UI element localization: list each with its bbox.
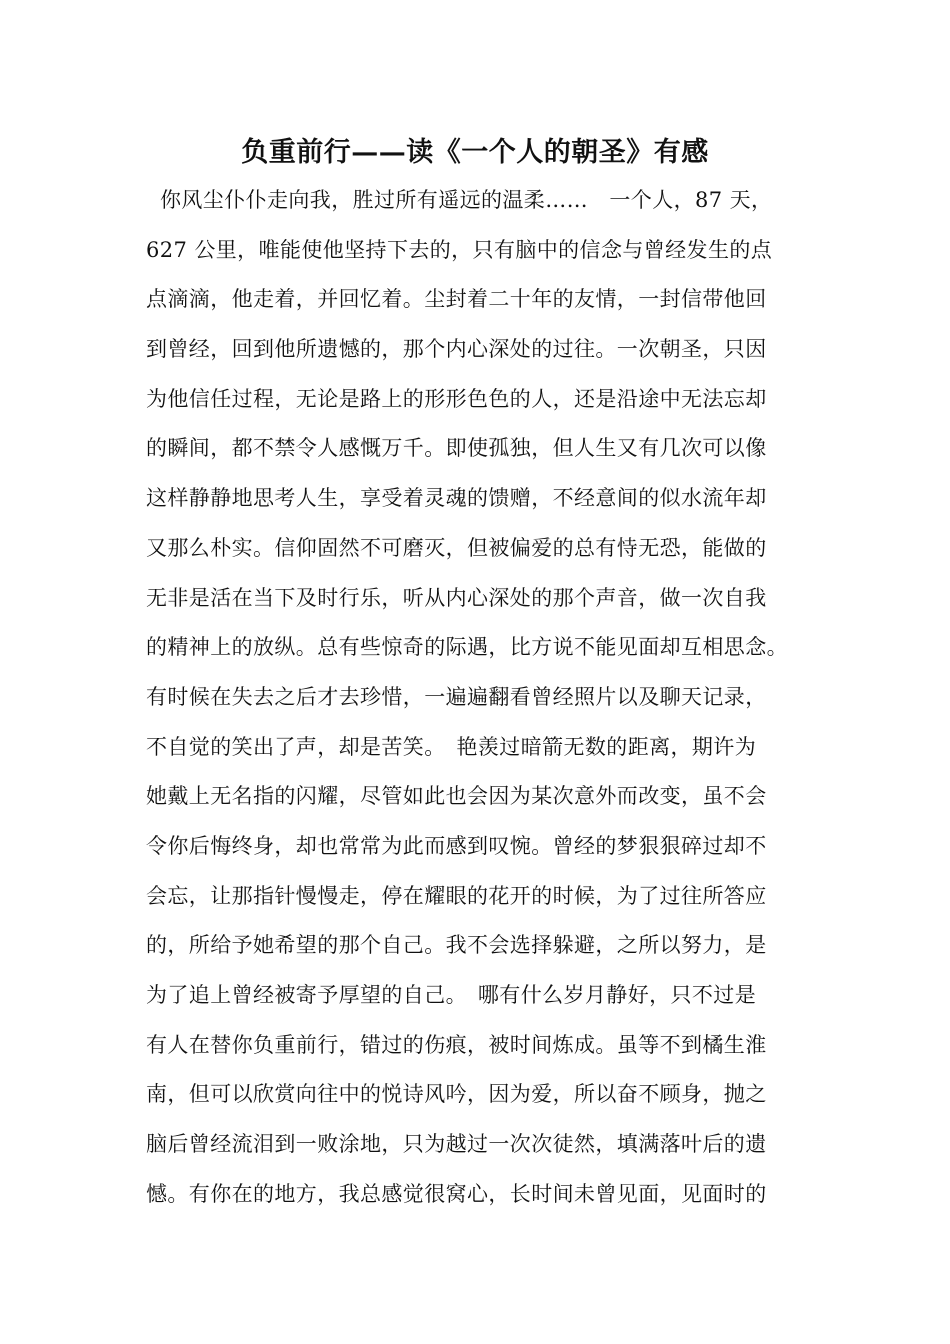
body-line: 有时候在失去之后才去珍惜，一遍遍翻看曾经照片以及聊天记录， (146, 684, 767, 709)
body-line: 南，但可以欣赏向往中的悦诗风吟，因为爱，所以奋不顾身，抛之 (146, 1082, 767, 1107)
body-line: 的瞬间，都不禁令人感慨万千。即使孤独，但人生又有几次可以像 (146, 436, 767, 461)
body-line: 无非是活在当下及时行乐，听从内心深处的那个声音，做一次自我 (146, 585, 767, 610)
body-line: 这样静静地思考人生，享受着灵魂的馈赠，不经意间的似水流年却 (146, 486, 767, 511)
document-body (146, 178, 846, 1221)
body-line: 她戴上无名指的闪耀，尽管如此也会因为某次意外而改变，虽不会 (146, 784, 767, 809)
document-title: 负重前行——读《一个人的朝圣》有感 (241, 137, 709, 168)
body-line: 会忘，让那指针慢慢走，停在耀眼的花开的时候，为了过往所答应 (146, 883, 767, 908)
body-line: 你风尘仆仆走向我，胜过所有遥远的温柔…… 一个人，87 天， (160, 188, 773, 212)
body-line: 的，所给予她希望的那个自己。我不会选择躲避，之所以努力，是 (146, 933, 767, 958)
body-line: 为了追上曾经被寄予厚望的自己。 哪有什么岁月静好，只不过是 (146, 983, 757, 1007)
body-line: 点滴滴，他走着，并回忆着。尘封着二十年的友情，一封信带他回 (146, 287, 767, 312)
body-line: 为他信任过程，无论是路上的形形色色的人，还是沿途中无法忘却 (146, 386, 767, 411)
body-line: 令你后悔终身，却也常常为此而感到叹惋。曾经的梦狠狠碎过却不 (146, 833, 767, 858)
body-line: 有人在替你负重前行，错过的伤痕，被时间炼成。虽等不到橘生淮 (146, 1032, 767, 1057)
body-line: 627 公里，唯能使他坚持下去的，只有脑中的信念与曾经发生的点 (146, 237, 773, 262)
body-line: 憾。有你在的地方，我总感觉很窝心，长时间未曾见面，见面时的 (146, 1181, 767, 1206)
body-line: 又那么朴实。信仰固然不可磨灭，但被偏爱的总有恃无恐，能做的 (146, 535, 767, 560)
body-line: 脑后曾经流泪到一败涂地，只为越过一次次徒然，填满落叶后的遗 (146, 1132, 767, 1157)
body-line: 的精神上的放纵。总有些惊奇的际遇，比方说不能见面却互相思念。 (146, 635, 788, 660)
body-line: 到曾经，回到他所遗憾的，那个内心深处的过往。一次朝圣，只因 (146, 337, 767, 362)
body-line: 不自觉的笑出了声，却是苦笑。 艳羡过暗箭无数的距离，期许为 (146, 734, 757, 759)
